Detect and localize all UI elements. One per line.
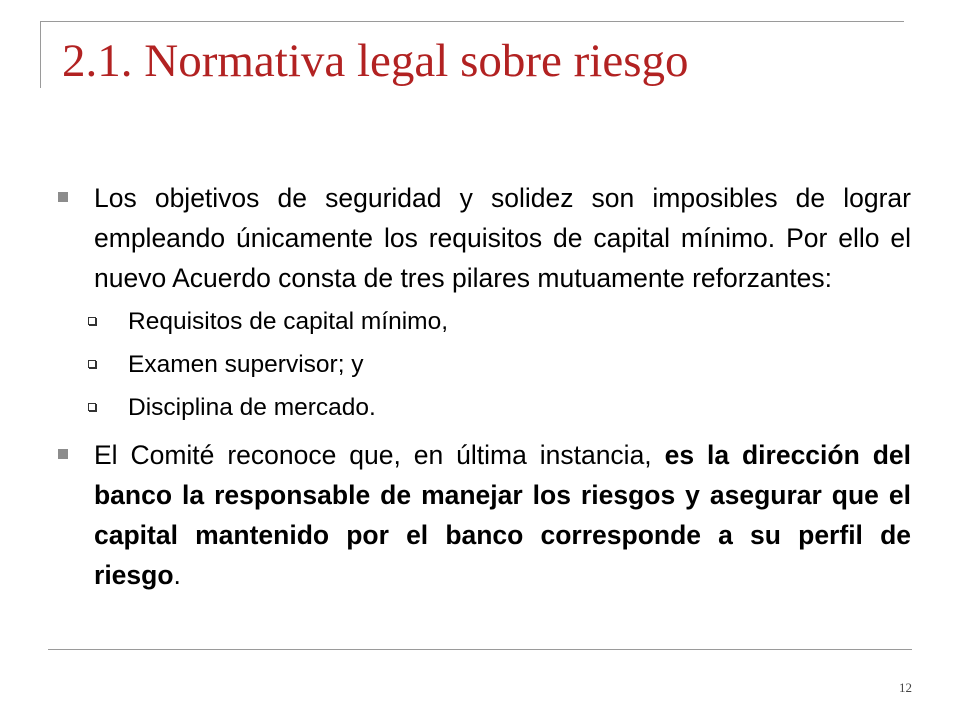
sub-bullet-item — [58, 346, 911, 384]
sub-bullet-item — [58, 303, 911, 341]
bullet-item — [58, 178, 911, 298]
top-border-line — [40, 21, 904, 22]
bullet-text — [94, 435, 911, 595]
hollow-square-bullet-icon — [88, 317, 96, 325]
square-bullet-icon — [58, 449, 68, 459]
slide-title: 2.1. Normativa legal sobre riesgo — [62, 35, 689, 87]
slide-body — [58, 178, 911, 595]
bullet-text-emphasis: es la dirección del banco la responsable de manejar los riesgos y asegurar que el capital mantenido por el banco corresponde a su perfil de riesgo — [94, 440, 911, 590]
hollow-square-bullet-icon — [88, 403, 96, 411]
sub-bullet-text: Disciplina de mercado. — [128, 394, 376, 421]
bullet-text-prefix: El Comité reconoce que, en última instancia, — [94, 440, 665, 470]
bullet-text: Los objetivos de seguridad y solidez son imposibles de lograr empleando únicamente los requisitos de capital mínimo. Por ello el nuevo Acuerdo consta de tres pilares mutuamente reforzantes: — [94, 183, 911, 293]
page-number: 12 — [899, 680, 912, 695]
bullet-text-suffix: . — [173, 560, 181, 590]
bottom-border-line — [48, 649, 912, 650]
square-bullet-icon — [58, 192, 68, 202]
left-border-line — [40, 21, 41, 88]
hollow-square-bullet-icon — [88, 360, 96, 368]
sub-bullet-text: Requisitos de capital mínimo, — [128, 308, 449, 335]
bullet-item — [58, 435, 911, 595]
sub-bullet-item — [58, 389, 911, 427]
sub-bullet-text: Examen supervisor; y — [128, 351, 364, 378]
